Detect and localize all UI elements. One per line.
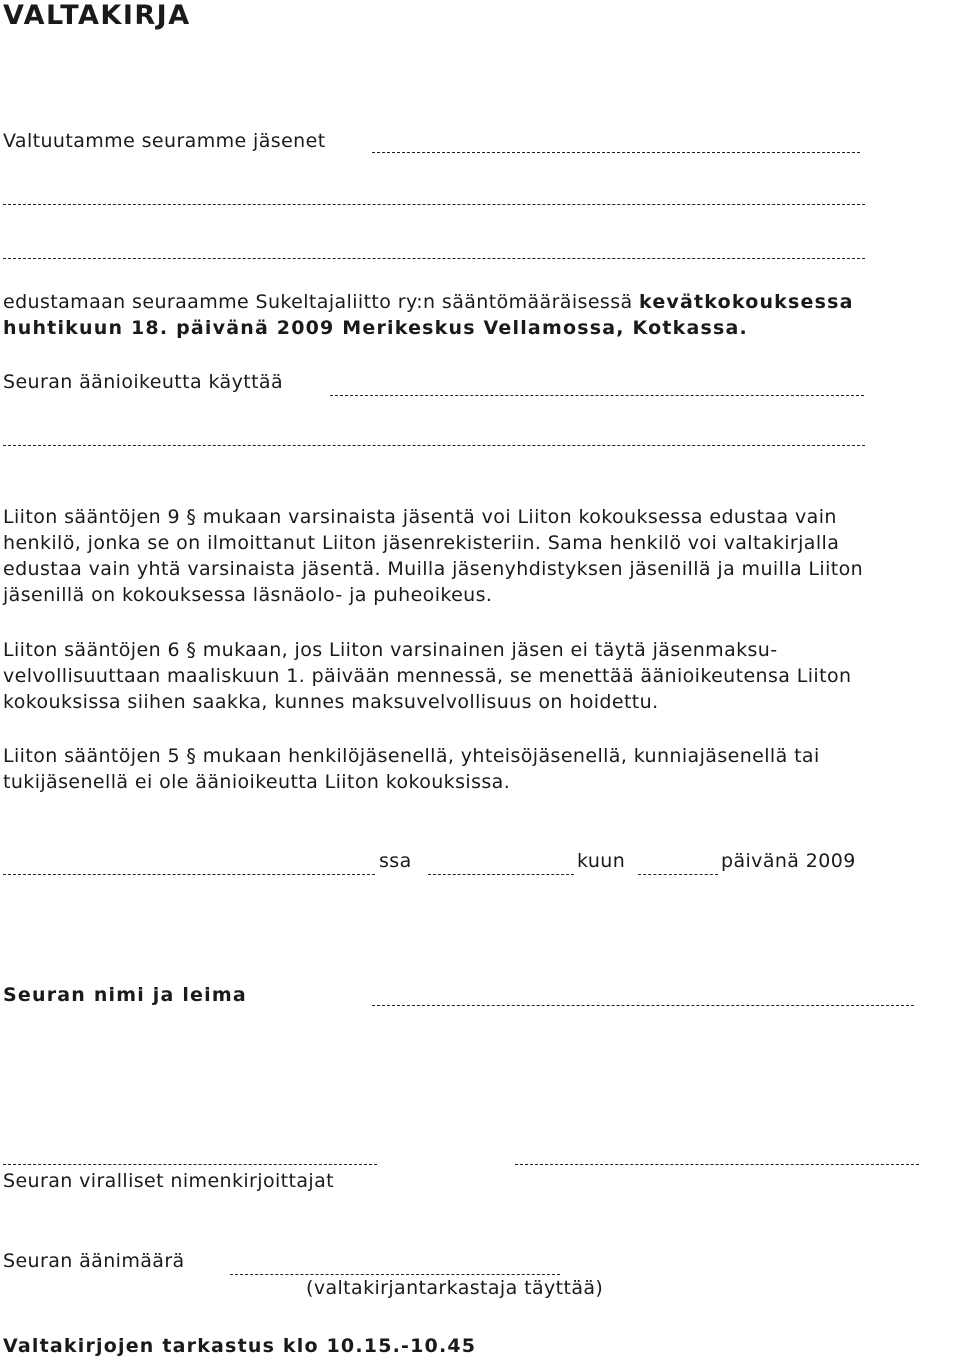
club-name-field[interactable] bbox=[372, 1005, 914, 1006]
rule-paragraph-6 bbox=[3, 637, 958, 715]
document-title: VALTAKIRJA bbox=[3, 0, 191, 31]
rule-9-line: jäsenillä on kokouksessa läsnäolo- ja puheoikeus. bbox=[3, 584, 493, 606]
meeting-name: kevätkokouksessa bbox=[639, 291, 854, 313]
meeting-date-location: huhtikuun 18. päivänä 2009 Merikeskus Vellamossa, Kotkassa. bbox=[3, 317, 748, 339]
check-time: Valtakirjojen tarkastus klo 10.15.-10.45 bbox=[3, 1335, 477, 1357]
rule-6-line: kokouksissa siihen saakka, kunnes maksuvelvollisuus on hoidettu. bbox=[3, 691, 659, 713]
voter-field-1[interactable] bbox=[330, 395, 864, 396]
signature-field-2[interactable] bbox=[515, 1164, 919, 1165]
rule-9-line: Liiton sääntöjen 9 § mukaan varsinaista jäsentä voi Liiton kokouksessa edustaa vain bbox=[3, 506, 837, 528]
rule-paragraph-5 bbox=[3, 743, 958, 795]
ssa-label: ssa bbox=[379, 850, 412, 872]
place-field[interactable] bbox=[3, 874, 375, 875]
members-label: Valtuutamme seuramme jäsenet bbox=[3, 130, 326, 152]
kuun-label: kuun bbox=[577, 850, 626, 872]
vote-count-field[interactable] bbox=[230, 1274, 560, 1275]
rule-6-line: Liiton sääntöjen 6 § mukaan, jos Liiton varsinainen jäsen ei täytä jäsenmaksu- bbox=[3, 639, 778, 661]
members-field-1[interactable] bbox=[372, 152, 860, 153]
month-field[interactable] bbox=[638, 874, 718, 875]
signature-field-1[interactable] bbox=[3, 1164, 377, 1165]
vote-count-label: Seuran äänimäärä bbox=[3, 1250, 185, 1272]
date-suffix-label: päivänä 2009 bbox=[721, 850, 856, 872]
representation-text: edustamaan seuraamme Sukeltajaliitto ry:n sääntömääräisessä bbox=[3, 291, 639, 313]
voter-field-2[interactable] bbox=[3, 445, 865, 446]
voting-label: Seuran äänioikeutta käyttää bbox=[3, 371, 284, 393]
representation-line-1 bbox=[3, 291, 854, 313]
day-field[interactable] bbox=[428, 874, 574, 875]
members-field-3[interactable] bbox=[3, 258, 865, 259]
rule-5-line: Liiton sääntöjen 5 § mukaan henkilöjäsenellä, yhteisöjäsenellä, kunniajäsenellä tai bbox=[3, 745, 820, 767]
rule-9-line: henkilö, jonka se on ilmoittanut Liiton jäsenrekisteriin. Sama henkilö voi valtakirjalla bbox=[3, 532, 840, 554]
vote-count-note: (valtakirjantarkastaja täyttää) bbox=[306, 1277, 604, 1299]
signatories-label: Seuran viralliset nimenkirjoittajat bbox=[3, 1170, 334, 1192]
rule-paragraph-9 bbox=[3, 504, 958, 608]
members-field-2[interactable] bbox=[3, 204, 865, 205]
rule-5-line: tukijäsenellä ei ole äänioikeutta Liiton kokouksissa. bbox=[3, 771, 511, 793]
club-name-label: Seuran nimi ja leima bbox=[3, 984, 247, 1006]
rule-9-line: edustaa vain yhtä varsinaista jäsentä. Muilla jäsenyhdistyksen jäsenillä ja muilla Liiton bbox=[3, 558, 864, 580]
rule-6-line: velvollisuuttaan maaliskuun 1. päivään mennessä, se menettää äänioikeutensa Liiton bbox=[3, 665, 852, 687]
